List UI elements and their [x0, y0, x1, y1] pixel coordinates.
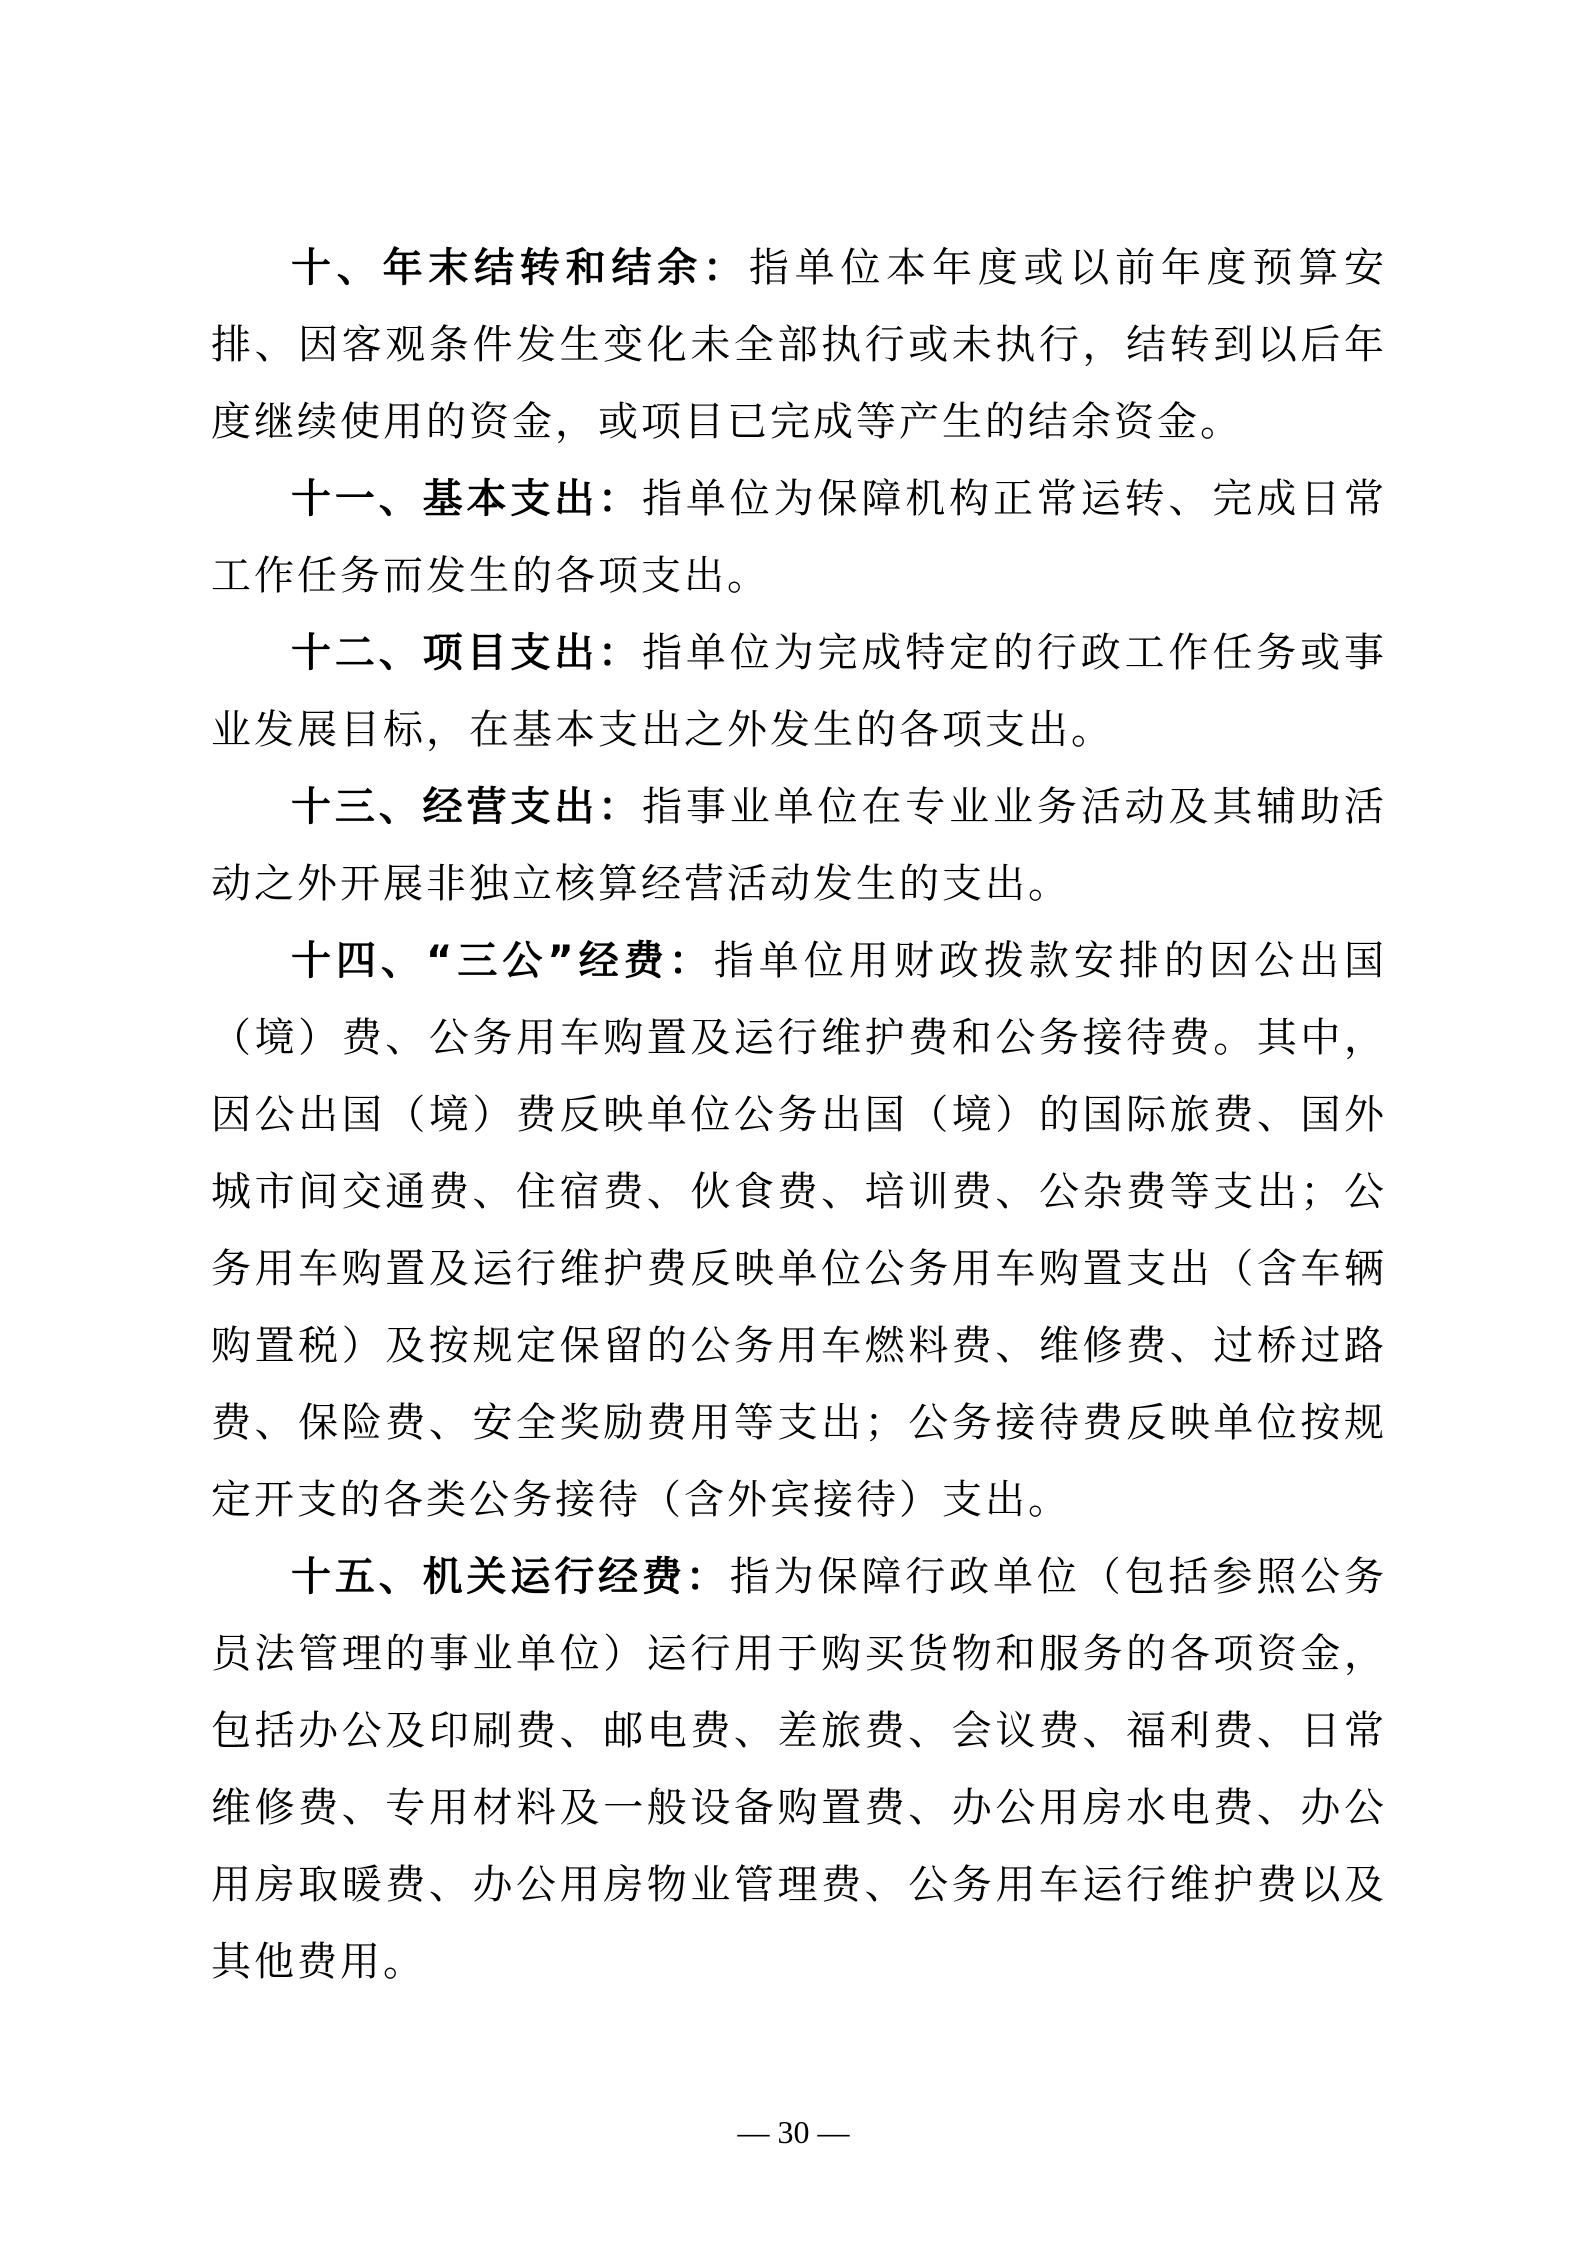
page-number: — 30 — [737, 2114, 850, 2150]
term-heading: 十三、经营支出： [291, 784, 642, 830]
term-definition: 指单位用财政拨款安排的因公出国（境）费、公务用车购置及运行维护费和公务接待费。其中，因公出国（境）费反映单位公务出国（境）的国际旅费、国外城市间交通费、住宿费、伙食费、培训费、公杂费等支出；公务用车购置及运行维护费反映单位公务用车购置支出（含车辆购置税）及按规定保留的公务用车燃料费、维修费、过桥过路费、保险费、安全奖励费用等支出；公务接待费反映单位按规定开支的各类公务接待（含外宾接待）支出。 [211, 938, 1388, 1523]
term-definition: 指单位为完成特定的行政工作任务或事业发展目标，在基本支出之外发生的各项支出。 [211, 630, 1387, 753]
term-heading: 十五、机关运行经费： [291, 1554, 730, 1600]
term-heading: 十四、“三公”经费： [291, 938, 714, 984]
term-definition: 指单位为保障机构正常运转、完成日常工作任务而发生的各项支出。 [211, 476, 1387, 599]
paragraph-agency-operating-funds [211, 1539, 1387, 2001]
paragraph-project-expenditure [211, 615, 1387, 769]
term-heading: 十、年末结转和结余： [291, 245, 749, 291]
paragraph-operating-expenditure [211, 769, 1387, 923]
paragraph-basic-expenditure [211, 461, 1387, 615]
paragraph-year-end-carryover [211, 230, 1387, 461]
term-heading: 十二、项目支出： [291, 630, 642, 676]
term-definition: 指单位本年度或以前年度预算安排、因客观条件发生变化未全部执行或未执行，结转到以后年度继续使用的资金，或项目已完成等产生的结余资金。 [211, 245, 1388, 445]
document-body [211, 230, 1387, 2001]
paragraph-three-public-expenses [211, 923, 1387, 1539]
term-definition: 指为保障行政单位（包括参照公务员法管理的事业单位）运行用于购买货物和服务的各项资金，包括办公及印刷费、邮电费、差旅费、会议费、福利费、日常维修费、专用材料及一般设备购置费、办公用房水电费、办公用房取暖费、办公用房物业管理费、公务用车运行维护费以及其他费用。 [211, 1554, 1387, 1985]
term-heading: 十一、基本支出： [291, 476, 642, 522]
term-definition: 指事业单位在专业业务活动及其辅助活动之外开展非独立核算经营活动发生的支出。 [211, 784, 1387, 907]
